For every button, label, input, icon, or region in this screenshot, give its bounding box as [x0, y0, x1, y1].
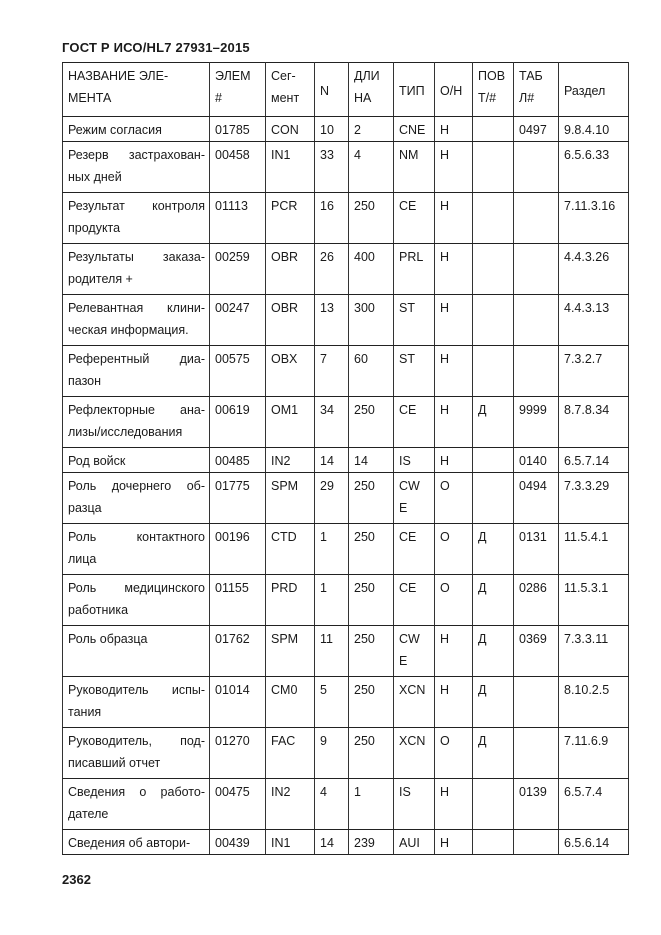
segment-cell: OBR: [266, 295, 315, 346]
optionality-cell: О: [435, 473, 473, 524]
repeat-cell: Д: [473, 626, 514, 677]
element-name-cell: Сведения об автори-: [63, 830, 210, 855]
type-cell: XCN: [394, 677, 435, 728]
elements-table: [62, 62, 629, 855]
length-cell: 239: [349, 830, 394, 855]
repeat-cell: [473, 830, 514, 855]
table-cell: 0369: [514, 626, 559, 677]
header-repeat: ПОВ Т/#: [473, 63, 514, 117]
segment-cell: CON: [266, 117, 315, 142]
table-row: [63, 244, 629, 295]
segment-cell: CTD: [266, 524, 315, 575]
n-cell: 9: [315, 728, 349, 779]
repeat-cell: [473, 779, 514, 830]
length-cell: 1: [349, 779, 394, 830]
document-header: ГОСТ Р ИСО/HL7 27931–2015: [62, 40, 250, 55]
segment-cell: SPM: [266, 473, 315, 524]
elem-cell: 00575: [210, 346, 266, 397]
element-name-cell: Руководитель испы- тания: [63, 677, 210, 728]
segment-cell: OBR: [266, 244, 315, 295]
header-segment: Сег- мент: [266, 63, 315, 117]
n-cell: 11: [315, 626, 349, 677]
header-section: Раздел: [559, 63, 629, 117]
table-row: [63, 779, 629, 830]
header-n: N: [315, 63, 349, 117]
table-cell: 9999: [514, 397, 559, 448]
table-header-row: [63, 63, 629, 117]
n-cell: 4: [315, 779, 349, 830]
segment-cell: PCR: [266, 193, 315, 244]
header-name: НАЗВАНИЕ ЭЛЕ-МЕНТА: [63, 63, 210, 117]
repeat-cell: [473, 346, 514, 397]
section-cell: 11.5.4.1: [559, 524, 629, 575]
table-row: [63, 295, 629, 346]
element-name-cell: Роль контактного лица: [63, 524, 210, 575]
optionality-cell: Н: [435, 244, 473, 295]
type-cell: CE: [394, 524, 435, 575]
repeat-cell: [473, 244, 514, 295]
elem-cell: 00619: [210, 397, 266, 448]
length-cell: 300: [349, 295, 394, 346]
length-cell: 2: [349, 117, 394, 142]
type-cell: IS: [394, 779, 435, 830]
table-row: [63, 346, 629, 397]
type-cell: NM: [394, 142, 435, 193]
table-cell: [514, 830, 559, 855]
length-cell: 250: [349, 193, 394, 244]
n-cell: 29: [315, 473, 349, 524]
repeat-cell: Д: [473, 677, 514, 728]
section-cell: 9.8.4.10: [559, 117, 629, 142]
element-name-cell: Резерв застрахован- ных дней: [63, 142, 210, 193]
header-table: ТАБ Л#: [514, 63, 559, 117]
type-cell: IS: [394, 448, 435, 473]
section-cell: 6.5.6.14: [559, 830, 629, 855]
section-cell: 6.5.7.14: [559, 448, 629, 473]
element-name-cell: Режим согласия: [63, 117, 210, 142]
optionality-cell: О: [435, 728, 473, 779]
section-cell: 7.3.3.11: [559, 626, 629, 677]
table-cell: 0494: [514, 473, 559, 524]
optionality-cell: Н: [435, 626, 473, 677]
segment-cell: PRD: [266, 575, 315, 626]
length-cell: 250: [349, 473, 394, 524]
element-name-cell: Результат контроля продукта: [63, 193, 210, 244]
elem-cell: 01014: [210, 677, 266, 728]
elem-cell: 01785: [210, 117, 266, 142]
element-name-cell: Роль медицинского работника: [63, 575, 210, 626]
n-cell: 13: [315, 295, 349, 346]
table-cell: [514, 193, 559, 244]
repeat-cell: Д: [473, 524, 514, 575]
table-row: [63, 728, 629, 779]
length-cell: 400: [349, 244, 394, 295]
type-cell: CNE: [394, 117, 435, 142]
length-cell: 250: [349, 397, 394, 448]
repeat-cell: Д: [473, 728, 514, 779]
element-name-cell: Результаты заказа- родителя +: [63, 244, 210, 295]
n-cell: 1: [315, 575, 349, 626]
table-row: [63, 448, 629, 473]
table-cell: [514, 728, 559, 779]
elem-cell: 01762: [210, 626, 266, 677]
optionality-cell: Н: [435, 779, 473, 830]
repeat-cell: [473, 295, 514, 346]
section-cell: 7.3.2.7: [559, 346, 629, 397]
section-cell: 4.4.3.26: [559, 244, 629, 295]
table-cell: 0139: [514, 779, 559, 830]
table-row: [63, 473, 629, 524]
type-cell: AUI: [394, 830, 435, 855]
optionality-cell: Н: [435, 193, 473, 244]
table-cell: [514, 244, 559, 295]
section-cell: 7.11.3.16: [559, 193, 629, 244]
repeat-cell: [473, 193, 514, 244]
page-number: 2362: [62, 872, 91, 887]
optionality-cell: Н: [435, 397, 473, 448]
table-cell: 0131: [514, 524, 559, 575]
element-name-cell: Референтный диа- пазон: [63, 346, 210, 397]
n-cell: 34: [315, 397, 349, 448]
table-row: [63, 117, 629, 142]
section-cell: 8.7.8.34: [559, 397, 629, 448]
repeat-cell: [473, 117, 514, 142]
elem-cell: 01775: [210, 473, 266, 524]
repeat-cell: Д: [473, 575, 514, 626]
elem-cell: 00196: [210, 524, 266, 575]
table-cell: 0286: [514, 575, 559, 626]
segment-cell: CM0: [266, 677, 315, 728]
element-name-cell: Род войск: [63, 448, 210, 473]
section-cell: 7.11.6.9: [559, 728, 629, 779]
section-cell: 7.3.3.29: [559, 473, 629, 524]
type-cell: ST: [394, 346, 435, 397]
n-cell: 26: [315, 244, 349, 295]
optionality-cell: Н: [435, 117, 473, 142]
length-cell: 4: [349, 142, 394, 193]
element-name-cell: Руководитель, под- писавший отчет: [63, 728, 210, 779]
table-row: [63, 193, 629, 244]
element-name-cell: Сведения о работо- дателе: [63, 779, 210, 830]
length-cell: 250: [349, 677, 394, 728]
segment-cell: OM1: [266, 397, 315, 448]
table-row: [63, 575, 629, 626]
table-row: [63, 677, 629, 728]
header-type: ТИП: [394, 63, 435, 117]
type-cell: XCN: [394, 728, 435, 779]
length-cell: 250: [349, 728, 394, 779]
type-cell: CE: [394, 397, 435, 448]
n-cell: 7: [315, 346, 349, 397]
length-cell: 14: [349, 448, 394, 473]
optionality-cell: Н: [435, 295, 473, 346]
n-cell: 10: [315, 117, 349, 142]
n-cell: 33: [315, 142, 349, 193]
type-cell: CE: [394, 575, 435, 626]
elem-cell: 00485: [210, 448, 266, 473]
segment-cell: SPM: [266, 626, 315, 677]
table-cell: [514, 295, 559, 346]
n-cell: 14: [315, 830, 349, 855]
repeat-cell: [473, 473, 514, 524]
elem-cell: 00475: [210, 779, 266, 830]
elem-cell: 01270: [210, 728, 266, 779]
elem-cell: 00458: [210, 142, 266, 193]
optionality-cell: Н: [435, 142, 473, 193]
segment-cell: IN1: [266, 142, 315, 193]
header-optionality: О/Н: [435, 63, 473, 117]
table-cell: [514, 142, 559, 193]
n-cell: 5: [315, 677, 349, 728]
optionality-cell: О: [435, 575, 473, 626]
elem-cell: 00439: [210, 830, 266, 855]
table-row: [63, 626, 629, 677]
element-name-cell: Рефлекторные ана- лизы/исследования: [63, 397, 210, 448]
repeat-cell: Д: [473, 397, 514, 448]
optionality-cell: О: [435, 524, 473, 575]
table-row: [63, 830, 629, 855]
section-cell: 8.10.2.5: [559, 677, 629, 728]
length-cell: 250: [349, 575, 394, 626]
elem-cell: 01155: [210, 575, 266, 626]
table-body: [63, 117, 629, 855]
optionality-cell: Н: [435, 830, 473, 855]
section-cell: 6.5.6.33: [559, 142, 629, 193]
type-cell: ST: [394, 295, 435, 346]
length-cell: 60: [349, 346, 394, 397]
repeat-cell: [473, 142, 514, 193]
section-cell: 6.5.7.4: [559, 779, 629, 830]
segment-cell: IN2: [266, 448, 315, 473]
section-cell: 11.5.3.1: [559, 575, 629, 626]
type-cell: CW E: [394, 473, 435, 524]
length-cell: 250: [349, 626, 394, 677]
table-cell: [514, 677, 559, 728]
length-cell: 250: [349, 524, 394, 575]
elem-cell: 00259: [210, 244, 266, 295]
n-cell: 14: [315, 448, 349, 473]
section-cell: 4.4.3.13: [559, 295, 629, 346]
optionality-cell: Н: [435, 677, 473, 728]
segment-cell: FAC: [266, 728, 315, 779]
element-name-cell: Релевантная клини- ческая информация.: [63, 295, 210, 346]
header-length: ДЛИ НА: [349, 63, 394, 117]
type-cell: CW E: [394, 626, 435, 677]
n-cell: 16: [315, 193, 349, 244]
optionality-cell: Н: [435, 448, 473, 473]
table-cell: [514, 346, 559, 397]
table-row: [63, 397, 629, 448]
table-row: [63, 142, 629, 193]
type-cell: CE: [394, 193, 435, 244]
segment-cell: IN1: [266, 830, 315, 855]
elem-cell: 01113: [210, 193, 266, 244]
header-elem: ЭЛЕМ #: [210, 63, 266, 117]
element-name-cell: Роль дочернего об- разца: [63, 473, 210, 524]
segment-cell: IN2: [266, 779, 315, 830]
table-cell: 0497: [514, 117, 559, 142]
type-cell: PRL: [394, 244, 435, 295]
segment-cell: OBX: [266, 346, 315, 397]
optionality-cell: Н: [435, 346, 473, 397]
table-cell: 0140: [514, 448, 559, 473]
element-name-cell: Роль образца: [63, 626, 210, 677]
elem-cell: 00247: [210, 295, 266, 346]
repeat-cell: [473, 448, 514, 473]
n-cell: 1: [315, 524, 349, 575]
table-row: [63, 524, 629, 575]
